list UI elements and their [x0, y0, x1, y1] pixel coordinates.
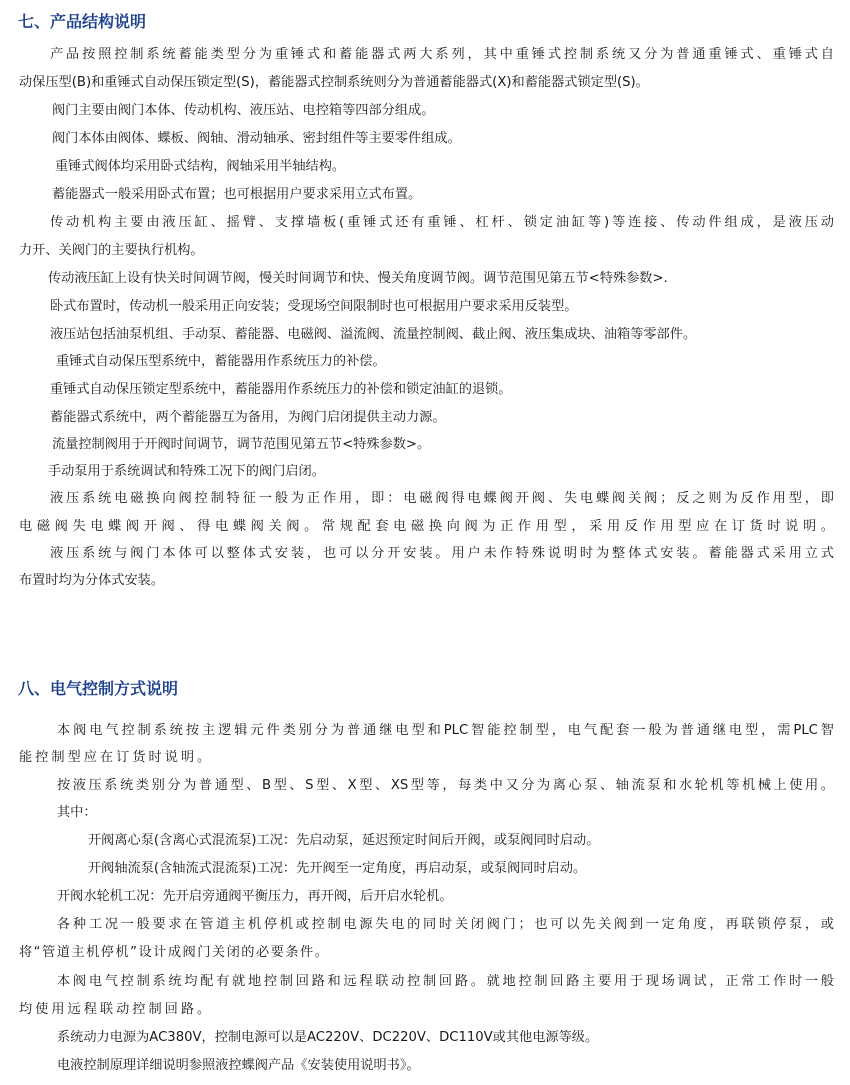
section-8-line-1: 本阀电气控制系统按主逻辑元件类别分为普通继电型和PLC智能控制型，电气配套一般为普通继电型，需PLC智	[57, 723, 834, 738]
section-8-line-5: 开阀离心泵(含离心式混流泵)工况：先启动泵，延迟预定时间后开阀，或泵阀同时启动。	[88, 833, 600, 848]
section-7-line-2: 动保压型(B)和重锤式自动保压锁定型(S)，蓄能器式控制系统则分为普通蓄能器式(X)和蓄能器式锁定型(S)。	[19, 75, 649, 90]
section-7-line-17: 液压系统电磁换向阀控制特征一般为正作用，即：电磁阀得电蝶阀开阀、失电蝶阀关阀；反之则为反作用型，即	[50, 491, 834, 506]
section-8-title: 八、电气控制方式说明	[18, 679, 179, 698]
section-8-line-7: 开阀水轮机工况：先开启旁通阀平衡压力，再开阀，后开启水轮机。	[57, 889, 453, 904]
section-7-line-16: 手动泵用于系统调试和特殊工况下的阀门启闭。	[48, 464, 325, 479]
section-8-line-6: 开阀轴流泵(含轴流式混流泵)工况：先开阀至一定角度，再启动泵，或泵阀同时启动。	[88, 861, 587, 876]
section-7-title: 七、产品结构说明	[18, 12, 147, 31]
section-7-line-19: 液压系统与阀门本体可以整体式安装，也可以分开安装。用户未作特殊说明时为整体式安装。蓄能器式采用立式	[50, 546, 834, 561]
section-8-line-11: 均使用远程联动控制回路。	[19, 1002, 214, 1017]
section-7-line-20: 布置时均为分体式安装。	[19, 573, 165, 588]
section-8-line-12: 系统动力电源为AC380V，控制电源可以是AC220V、DC220V、DC110V或其他电源等级。	[57, 1030, 599, 1045]
section-7-line-15: 流量控制阀用于开阀时间调节，调节范围见第五节<特殊参数>。	[52, 437, 431, 452]
section-7-line-11: 液压站包括油泵机组、手动泵、蓄能器、电磁阀、溢流阀、流量控制阀、截止阀、液压集成块、油箱等零部件。	[50, 327, 697, 342]
section-8-line-9: 将“管道主机停机”设计成阀门关闭的必要条件。	[19, 945, 330, 960]
section-7-line-18: 电磁阀失电蝶阀开阀、得电蝶阀关阀。常规配套电磁换向阀为正作用型，采用反作用型应在订货时说明。	[19, 519, 834, 534]
section-7-line-8: 力开、关阀门的主要执行机构。	[19, 243, 204, 258]
section-7-line-3: 阀门主要由阀门本体、传动机构、液压站、电控箱等四部分组成。	[52, 103, 435, 118]
section-7-line-13: 重锤式自动保压锁定型系统中，蓄能器用作系统压力的补偿和锁定油缸的退锁。	[50, 382, 512, 397]
section-7-line-12: 重锤式自动保压型系统中，蓄能器用作系统压力的补偿。	[56, 354, 386, 369]
section-7-line-10: 卧式布置时，传动机一般采用正向安装；受现场空间限制时也可根据用户要求采用反装型。	[50, 299, 578, 314]
section-8-line-2: 能控制型应在订货时说明。	[19, 750, 214, 765]
section-8-line-4: 其中：	[57, 805, 97, 820]
section-8-line-13: 电液控制原理详细说明参照液控蝶阀产品《安装使用说明书》。	[57, 1058, 420, 1073]
section-8-line-3: 按液压系统类别分为普通型、B型、S型、X型、XS型等，每类中又分为离心泵、轴流泵和水轮机等机械上使用。	[57, 778, 834, 793]
section-7-line-1: 产品按照控制系统蓄能类型分为重锤式和蓄能器式两大系列，其中重锤式控制系统又分为普通重锤式、重锤式自	[50, 47, 834, 62]
section-7-line-5: 重锤式阀体均采用卧式结构，阀轴采用半轴结构。	[55, 159, 346, 174]
section-8-line-8: 各种工况一般要求在管道主机停机或控制电源失电的同时关闭阀门；也可以先关阀到一定角度，再联锁停泵，或	[57, 917, 834, 932]
section-7-line-14: 蓄能器式系统中，两个蓄能器互为备用，为阀门启闭提供主动力源。	[50, 410, 446, 425]
section-8-line-10: 本阀电气控制系统均配有就地控制回路和远程联动控制回路。就地控制回路主要用于现场调试，正常工作时一般	[57, 974, 834, 989]
section-7-line-4: 阀门本体由阀体、蝶板、阀轴、滑动轴承、密封组件等主要零件组成。	[52, 131, 461, 146]
section-7-line-9: 传动液压缸上设有快关时间调节阀，慢关时间调节和快、慢关角度调节阀。调节范围见第五节<特殊参数>.	[48, 271, 668, 286]
section-7-line-7: 传动机构主要由液压缸、摇臂、支撑墙板(重锤式还有重锤、杠杆、锁定油缸等)等连接、传动件组成，是液压动	[50, 215, 834, 230]
section-7-line-6: 蓄能器式一般采用卧式布置；也可根据用户要求采用立式布置。	[52, 187, 422, 202]
